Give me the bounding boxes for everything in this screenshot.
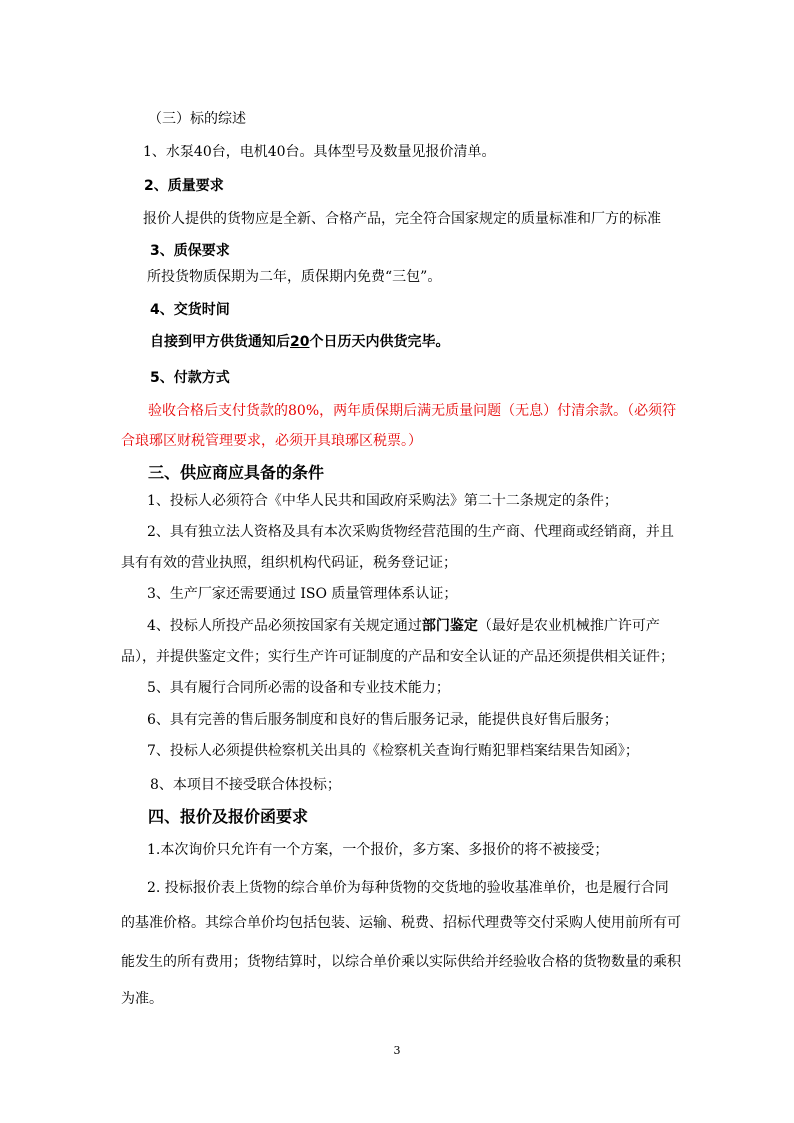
supplier-item-4-pre: 4、投标人所投产品必须按国家有关规定通过: [147, 618, 422, 634]
supplier-item-2-line-1: 2、具有独立法人资格及具有本次采购货物经营范围的生产商、代理商或经销商，并且: [147, 524, 674, 540]
supplier-item-3: 3、生产厂家还需要通过 ISO 质量管理体系认证；: [147, 586, 458, 602]
delivery-days: 20: [290, 334, 310, 350]
delivery-text: [150, 333, 449, 351]
delivery-text-pre: 自接到甲方供货通知后: [150, 334, 290, 350]
quote-item-2-line-1: 2. 投标报价表上货物的综合单价为每种货物的交货地的验收基准单价，也是履行合同: [147, 880, 669, 896]
payment-line-1: 验收合格后支付货款的80%，两年质保期后满无质量问题（无息）付清余款。（必须符: [148, 403, 677, 419]
delivery-title: 4、交货时间: [150, 302, 230, 318]
supplier-title: 三、供应商应具备的条件: [148, 463, 325, 482]
supplier-item-5: 5、具有履行合同所必需的设备和专业技术能力；: [147, 680, 450, 696]
supplier-item-2-line-2: 具有有效的营业执照，组织机构代码证，税务登记证；: [121, 555, 457, 571]
payment-line-2: 合琅琊区财税管理要求，必须开具琅琊区税票。）: [121, 433, 422, 449]
supplier-item-4-line-1: [147, 617, 660, 635]
supplier-item-4-line-2: 品），并提供鉴定文件；实行生产许可证制度的产品和安全认证的产品还须提供相关证件；: [121, 649, 674, 665]
overview-title: （三）标的综述: [148, 111, 246, 127]
page-number: 3: [393, 1044, 401, 1057]
supplier-item-6: 6、具有完善的售后服务制度和良好的售后服务记录，能提供良好售后服务；: [147, 712, 618, 728]
quote-item-2-line-3: 能发生的所有费用；货物结算时，以综合单价乘以实际供给并经验收合格的货物数量的乘积: [121, 954, 681, 970]
warranty-text: 所投货物质保期为二年，质保期内免费“三包”。: [147, 269, 442, 285]
supplier-item-7: 7、投标人必须提供检察机关出具的《检察机关查询行贿犯罪档案结果告知函》；: [147, 743, 639, 759]
quality-title: 2、质量要求: [144, 178, 224, 194]
delivery-text-post: 个日历天内供货完毕。: [309, 334, 450, 350]
supplier-item-4-bold: 部门鉴定: [421, 618, 478, 634]
quote-title: 四、报价及报价函要求: [148, 807, 309, 826]
payment-title: 5、付款方式: [150, 370, 230, 386]
quote-item-2-line-2: 的基准价格。其综合单价均包括包装、运输、税费、招标代理费等交付采购人使用前所有可: [121, 915, 681, 931]
warranty-title: 3、质保要求: [150, 243, 230, 259]
supplier-item-4-post: （最好是农业机械推广许可产: [477, 618, 660, 634]
quote-item-2-line-4: 为准。: [121, 991, 163, 1007]
quality-text: 报价人提供的货物应是全新、合格产品，完全符合国家规定的质量标准和厂方的标准: [143, 211, 661, 227]
supplier-item-1: 1、投标人必须符合《中华人民共和国政府采购法》第二十二条规定的条件；: [147, 493, 618, 509]
quote-item-1: 1.本次询价只允许有一个方案，一个报价，多方案、多报价的将不被接受；: [147, 842, 609, 858]
supplier-item-8: 8、本项目不接受联合体投标；: [150, 777, 341, 793]
overview-item-1: 1、水泵40台，电机40台。具体型号及数量见报价清单。: [143, 144, 496, 160]
